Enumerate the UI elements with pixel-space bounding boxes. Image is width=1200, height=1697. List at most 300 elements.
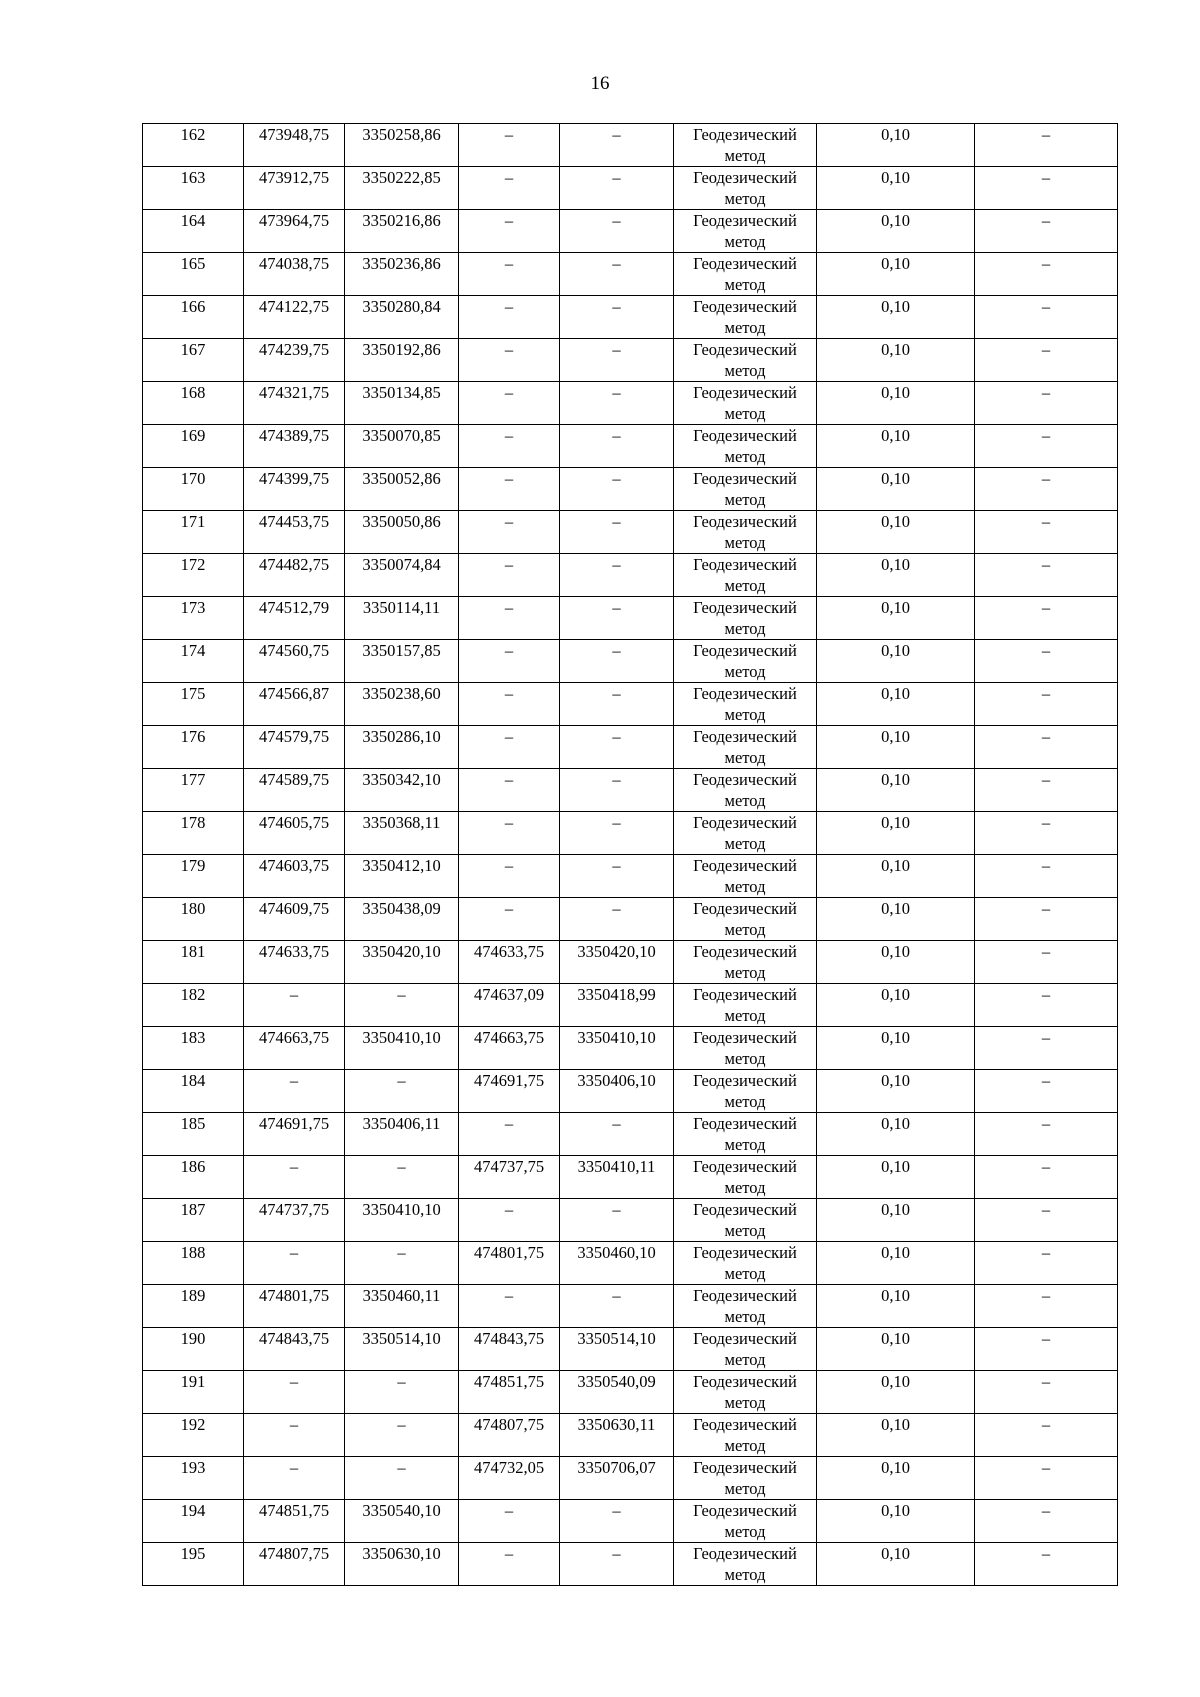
point-number-cell: 176 [143, 726, 244, 769]
refined-y-cell: 3350410,10 [560, 1027, 674, 1070]
point-number-cell: 162 [143, 124, 244, 167]
description-cell: – [975, 812, 1118, 855]
method-cell: Геодезический метод [674, 1543, 817, 1586]
existing-y-cell: 3350630,10 [345, 1543, 459, 1586]
point-number-cell: 178 [143, 812, 244, 855]
refined-x-cell: – [459, 597, 560, 640]
accuracy-cell: 0,10 [817, 210, 975, 253]
refined-y-cell: – [560, 1543, 674, 1586]
point-number-cell: 174 [143, 640, 244, 683]
table-row [143, 1199, 1118, 1242]
refined-x-cell: – [459, 855, 560, 898]
refined-x-cell: – [459, 468, 560, 511]
refined-y-cell: – [560, 640, 674, 683]
existing-x-cell: 474843,75 [244, 1328, 345, 1371]
description-cell: – [975, 339, 1118, 382]
description-cell: – [975, 1242, 1118, 1285]
existing-y-cell: 3350222,85 [345, 167, 459, 210]
method-cell: Геодезический метод [674, 167, 817, 210]
existing-y-cell: – [345, 1070, 459, 1113]
existing-x-cell: 474579,75 [244, 726, 345, 769]
point-number-cell: 185 [143, 1113, 244, 1156]
accuracy-cell: 0,10 [817, 554, 975, 597]
table-row [143, 726, 1118, 769]
table-row [143, 597, 1118, 640]
refined-y-cell: – [560, 167, 674, 210]
existing-x-cell: 474609,75 [244, 898, 345, 941]
point-number-cell: 187 [143, 1199, 244, 1242]
table-row [143, 253, 1118, 296]
existing-x-cell: 474122,75 [244, 296, 345, 339]
refined-y-cell: – [560, 1285, 674, 1328]
refined-y-cell: – [560, 253, 674, 296]
accuracy-cell: 0,10 [817, 1242, 975, 1285]
point-number-cell: 175 [143, 683, 244, 726]
point-number-cell: 179 [143, 855, 244, 898]
existing-x-cell: 473948,75 [244, 124, 345, 167]
accuracy-cell: 0,10 [817, 1199, 975, 1242]
method-cell: Геодезический метод [674, 1371, 817, 1414]
method-cell: Геодезический метод [674, 1414, 817, 1457]
refined-y-cell: 3350540,09 [560, 1371, 674, 1414]
refined-x-cell: – [459, 1500, 560, 1543]
refined-y-cell: – [560, 855, 674, 898]
method-cell: Геодезический метод [674, 1156, 817, 1199]
point-number-cell: 193 [143, 1457, 244, 1500]
refined-y-cell: – [560, 511, 674, 554]
point-number-cell: 190 [143, 1328, 244, 1371]
existing-y-cell: 3350216,86 [345, 210, 459, 253]
point-number-cell: 186 [143, 1156, 244, 1199]
method-cell: Геодезический метод [674, 296, 817, 339]
table-row [143, 1500, 1118, 1543]
description-cell: – [975, 984, 1118, 1027]
accuracy-cell: 0,10 [817, 1113, 975, 1156]
refined-y-cell: – [560, 296, 674, 339]
table-row [143, 425, 1118, 468]
refined-x-cell: 474843,75 [459, 1328, 560, 1371]
page-number: 16 [590, 73, 610, 94]
existing-x-cell: 473912,75 [244, 167, 345, 210]
accuracy-cell: 0,10 [817, 855, 975, 898]
refined-x-cell: – [459, 382, 560, 425]
accuracy-cell: 0,10 [817, 898, 975, 941]
existing-y-cell: 3350074,84 [345, 554, 459, 597]
table-row [143, 640, 1118, 683]
point-number-cell: 163 [143, 167, 244, 210]
accuracy-cell: 0,10 [817, 683, 975, 726]
point-number-cell: 183 [143, 1027, 244, 1070]
existing-x-cell: 474560,75 [244, 640, 345, 683]
point-number-cell: 195 [143, 1543, 244, 1586]
existing-x-cell: 474482,75 [244, 554, 345, 597]
existing-y-cell: 3350050,86 [345, 511, 459, 554]
accuracy-cell: 0,10 [817, 382, 975, 425]
point-number-cell: 170 [143, 468, 244, 511]
refined-x-cell: 474663,75 [459, 1027, 560, 1070]
accuracy-cell: 0,10 [817, 1156, 975, 1199]
method-cell: Геодезический метод [674, 1070, 817, 1113]
description-cell: – [975, 1285, 1118, 1328]
refined-y-cell: – [560, 1199, 674, 1242]
existing-x-cell: 473964,75 [244, 210, 345, 253]
refined-x-cell: 474807,75 [459, 1414, 560, 1457]
point-number-cell: 168 [143, 382, 244, 425]
refined-x-cell: 474737,75 [459, 1156, 560, 1199]
table-row [143, 1371, 1118, 1414]
table-row [143, 1457, 1118, 1500]
refined-y-cell: 3350706,07 [560, 1457, 674, 1500]
existing-y-cell: – [345, 1371, 459, 1414]
existing-y-cell: – [345, 1414, 459, 1457]
method-cell: Геодезический метод [674, 1328, 817, 1371]
table-row [143, 683, 1118, 726]
refined-x-cell: – [459, 167, 560, 210]
description-cell: – [975, 554, 1118, 597]
existing-x-cell: 474633,75 [244, 941, 345, 984]
existing-y-cell: 3350514,10 [345, 1328, 459, 1371]
refined-y-cell: – [560, 769, 674, 812]
refined-x-cell: 474851,75 [459, 1371, 560, 1414]
description-cell: – [975, 1371, 1118, 1414]
refined-y-cell: – [560, 468, 674, 511]
description-cell: – [975, 1500, 1118, 1543]
point-number-cell: 165 [143, 253, 244, 296]
existing-x-cell: 474453,75 [244, 511, 345, 554]
refined-y-cell: – [560, 124, 674, 167]
table-row [143, 554, 1118, 597]
existing-y-cell: 3350238,60 [345, 683, 459, 726]
existing-x-cell: 474807,75 [244, 1543, 345, 1586]
existing-y-cell: 3350420,10 [345, 941, 459, 984]
refined-y-cell: – [560, 683, 674, 726]
description-cell: – [975, 855, 1118, 898]
table-body [143, 124, 1118, 1586]
method-cell: Геодезический метод [674, 425, 817, 468]
refined-x-cell: – [459, 898, 560, 941]
existing-x-cell: 474512,79 [244, 597, 345, 640]
existing-y-cell: 3350157,85 [345, 640, 459, 683]
accuracy-cell: 0,10 [817, 1371, 975, 1414]
existing-y-cell: 3350052,86 [345, 468, 459, 511]
table-row [143, 1070, 1118, 1113]
description-cell: – [975, 941, 1118, 984]
existing-x-cell: – [244, 1242, 345, 1285]
description-cell: – [975, 382, 1118, 425]
refined-y-cell: – [560, 339, 674, 382]
description-cell: – [975, 210, 1118, 253]
existing-x-cell: – [244, 1457, 345, 1500]
method-cell: Геодезический метод [674, 511, 817, 554]
table-row [143, 1027, 1118, 1070]
refined-y-cell: – [560, 425, 674, 468]
accuracy-cell: 0,10 [817, 468, 975, 511]
existing-y-cell: – [345, 1156, 459, 1199]
existing-y-cell: 3350280,84 [345, 296, 459, 339]
method-cell: Геодезический метод [674, 898, 817, 941]
existing-y-cell: 3350134,85 [345, 382, 459, 425]
method-cell: Геодезический метод [674, 1199, 817, 1242]
accuracy-cell: 0,10 [817, 1070, 975, 1113]
existing-y-cell: – [345, 984, 459, 1027]
accuracy-cell: 0,10 [817, 1414, 975, 1457]
table-row [143, 124, 1118, 167]
method-cell: Геодезический метод [674, 124, 817, 167]
refined-x-cell: – [459, 769, 560, 812]
refined-y-cell: – [560, 898, 674, 941]
table-row [143, 941, 1118, 984]
existing-y-cell: 3350192,86 [345, 339, 459, 382]
existing-x-cell: – [244, 1414, 345, 1457]
refined-y-cell: – [560, 382, 674, 425]
existing-x-cell: – [244, 984, 345, 1027]
refined-x-cell: – [459, 683, 560, 726]
existing-x-cell: 474389,75 [244, 425, 345, 468]
existing-y-cell: 3350438,09 [345, 898, 459, 941]
accuracy-cell: 0,10 [817, 296, 975, 339]
point-number-cell: 181 [143, 941, 244, 984]
method-cell: Геодезический метод [674, 1027, 817, 1070]
refined-y-cell: – [560, 1113, 674, 1156]
description-cell: – [975, 1199, 1118, 1242]
description-cell: – [975, 769, 1118, 812]
refined-y-cell: 3350630,11 [560, 1414, 674, 1457]
refined-x-cell: 474691,75 [459, 1070, 560, 1113]
table-row [143, 1328, 1118, 1371]
refined-y-cell: – [560, 726, 674, 769]
method-cell: Геодезический метод [674, 1113, 817, 1156]
refined-y-cell: – [560, 597, 674, 640]
method-cell: Геодезический метод [674, 1285, 817, 1328]
existing-y-cell: 3350410,10 [345, 1027, 459, 1070]
refined-x-cell: 474732,05 [459, 1457, 560, 1500]
point-number-cell: 194 [143, 1500, 244, 1543]
method-cell: Геодезический метод [674, 855, 817, 898]
existing-y-cell: – [345, 1457, 459, 1500]
method-cell: Геодезический метод [674, 253, 817, 296]
refined-x-cell: – [459, 554, 560, 597]
existing-x-cell: – [244, 1156, 345, 1199]
table-row [143, 1414, 1118, 1457]
table-row [143, 167, 1118, 210]
table-row [143, 812, 1118, 855]
table-row [143, 898, 1118, 941]
point-number-cell: 188 [143, 1242, 244, 1285]
existing-x-cell: 474605,75 [244, 812, 345, 855]
table-row [143, 339, 1118, 382]
method-cell: Геодезический метод [674, 597, 817, 640]
existing-x-cell: 474566,87 [244, 683, 345, 726]
existing-y-cell: 3350342,10 [345, 769, 459, 812]
table-row [143, 855, 1118, 898]
existing-y-cell: 3350236,86 [345, 253, 459, 296]
point-number-cell: 191 [143, 1371, 244, 1414]
existing-y-cell: 3350368,11 [345, 812, 459, 855]
method-cell: Геодезический метод [674, 339, 817, 382]
description-cell: – [975, 167, 1118, 210]
coordinates-table [142, 123, 1118, 1586]
existing-x-cell: – [244, 1371, 345, 1414]
table-row [143, 511, 1118, 554]
accuracy-cell: 0,10 [817, 1543, 975, 1586]
table-row [143, 296, 1118, 339]
accuracy-cell: 0,10 [817, 597, 975, 640]
description-cell: – [975, 511, 1118, 554]
method-cell: Геодезический метод [674, 640, 817, 683]
refined-y-cell: – [560, 554, 674, 597]
method-cell: Геодезический метод [674, 1500, 817, 1543]
method-cell: Геодезический метод [674, 468, 817, 511]
method-cell: Геодезический метод [674, 984, 817, 1027]
refined-y-cell: 3350514,10 [560, 1328, 674, 1371]
method-cell: Геодезический метод [674, 683, 817, 726]
existing-y-cell: 3350410,10 [345, 1199, 459, 1242]
refined-y-cell: 3350406,10 [560, 1070, 674, 1113]
table-row [143, 468, 1118, 511]
refined-x-cell: – [459, 726, 560, 769]
existing-y-cell: 3350540,10 [345, 1500, 459, 1543]
description-cell: – [975, 1414, 1118, 1457]
point-number-cell: 171 [143, 511, 244, 554]
point-number-cell: 173 [143, 597, 244, 640]
existing-x-cell: 474038,75 [244, 253, 345, 296]
method-cell: Геодезический метод [674, 554, 817, 597]
point-number-cell: 180 [143, 898, 244, 941]
description-cell: – [975, 1070, 1118, 1113]
refined-x-cell: – [459, 210, 560, 253]
refined-x-cell: – [459, 1543, 560, 1586]
method-cell: Геодезический метод [674, 726, 817, 769]
refined-x-cell: – [459, 1113, 560, 1156]
existing-x-cell: 474851,75 [244, 1500, 345, 1543]
accuracy-cell: 0,10 [817, 1027, 975, 1070]
accuracy-cell: 0,10 [817, 167, 975, 210]
method-cell: Геодезический метод [674, 1457, 817, 1500]
refined-x-cell: – [459, 1285, 560, 1328]
accuracy-cell: 0,10 [817, 124, 975, 167]
accuracy-cell: 0,10 [817, 1500, 975, 1543]
description-cell: – [975, 726, 1118, 769]
existing-x-cell: 474239,75 [244, 339, 345, 382]
accuracy-cell: 0,10 [817, 339, 975, 382]
point-number-cell: 172 [143, 554, 244, 597]
point-number-cell: 189 [143, 1285, 244, 1328]
existing-y-cell: 3350114,11 [345, 597, 459, 640]
existing-y-cell: 3350412,10 [345, 855, 459, 898]
description-cell: – [975, 1328, 1118, 1371]
refined-x-cell: 474801,75 [459, 1242, 560, 1285]
table-row [143, 1242, 1118, 1285]
description-cell: – [975, 1543, 1118, 1586]
table-row [143, 769, 1118, 812]
accuracy-cell: 0,10 [817, 1328, 975, 1371]
method-cell: Геодезический метод [674, 769, 817, 812]
refined-y-cell: 3350460,10 [560, 1242, 674, 1285]
refined-x-cell: – [459, 1199, 560, 1242]
description-cell: – [975, 1027, 1118, 1070]
accuracy-cell: 0,10 [817, 1457, 975, 1500]
point-number-cell: 166 [143, 296, 244, 339]
accuracy-cell: 0,10 [817, 640, 975, 683]
existing-x-cell: 474691,75 [244, 1113, 345, 1156]
accuracy-cell: 0,10 [817, 941, 975, 984]
existing-x-cell: 474801,75 [244, 1285, 345, 1328]
existing-x-cell: 474321,75 [244, 382, 345, 425]
refined-y-cell: 3350418,99 [560, 984, 674, 1027]
description-cell: – [975, 468, 1118, 511]
point-number-cell: 192 [143, 1414, 244, 1457]
description-cell: – [975, 296, 1118, 339]
description-cell: – [975, 683, 1118, 726]
refined-y-cell: – [560, 812, 674, 855]
refined-x-cell: – [459, 296, 560, 339]
accuracy-cell: 0,10 [817, 511, 975, 554]
refined-y-cell: 3350420,10 [560, 941, 674, 984]
point-number-cell: 164 [143, 210, 244, 253]
description-cell: – [975, 124, 1118, 167]
existing-x-cell: 474663,75 [244, 1027, 345, 1070]
accuracy-cell: 0,10 [817, 769, 975, 812]
existing-y-cell: 3350070,85 [345, 425, 459, 468]
existing-x-cell: 474399,75 [244, 468, 345, 511]
refined-x-cell: – [459, 253, 560, 296]
method-cell: Геодезический метод [674, 812, 817, 855]
description-cell: – [975, 898, 1118, 941]
refined-x-cell: – [459, 339, 560, 382]
refined-y-cell: 3350410,11 [560, 1156, 674, 1199]
accuracy-cell: 0,10 [817, 726, 975, 769]
refined-x-cell: – [459, 124, 560, 167]
description-cell: – [975, 1113, 1118, 1156]
existing-y-cell: 3350258,86 [345, 124, 459, 167]
existing-x-cell: 474737,75 [244, 1199, 345, 1242]
description-cell: – [975, 597, 1118, 640]
table-row [143, 1156, 1118, 1199]
refined-x-cell: 474633,75 [459, 941, 560, 984]
method-cell: Геодезический метод [674, 382, 817, 425]
method-cell: Геодезический метод [674, 941, 817, 984]
accuracy-cell: 0,10 [817, 253, 975, 296]
refined-x-cell: 474637,09 [459, 984, 560, 1027]
existing-x-cell: 474589,75 [244, 769, 345, 812]
method-cell: Геодезический метод [674, 210, 817, 253]
description-cell: – [975, 425, 1118, 468]
existing-y-cell: 3350406,11 [345, 1113, 459, 1156]
existing-y-cell: 3350286,10 [345, 726, 459, 769]
accuracy-cell: 0,10 [817, 1285, 975, 1328]
point-number-cell: 182 [143, 984, 244, 1027]
refined-y-cell: – [560, 210, 674, 253]
point-number-cell: 167 [143, 339, 244, 382]
refined-x-cell: – [459, 640, 560, 683]
refined-x-cell: – [459, 812, 560, 855]
description-cell: – [975, 1457, 1118, 1500]
point-number-cell: 184 [143, 1070, 244, 1113]
table-row [143, 1113, 1118, 1156]
accuracy-cell: 0,10 [817, 425, 975, 468]
description-cell: – [975, 1156, 1118, 1199]
accuracy-cell: 0,10 [817, 812, 975, 855]
table-row [143, 1285, 1118, 1328]
existing-x-cell: 474603,75 [244, 855, 345, 898]
refined-x-cell: – [459, 425, 560, 468]
accuracy-cell: 0,10 [817, 984, 975, 1027]
table-row [143, 210, 1118, 253]
table-row [143, 382, 1118, 425]
refined-x-cell: – [459, 511, 560, 554]
existing-x-cell: – [244, 1070, 345, 1113]
method-cell: Геодезический метод [674, 1242, 817, 1285]
